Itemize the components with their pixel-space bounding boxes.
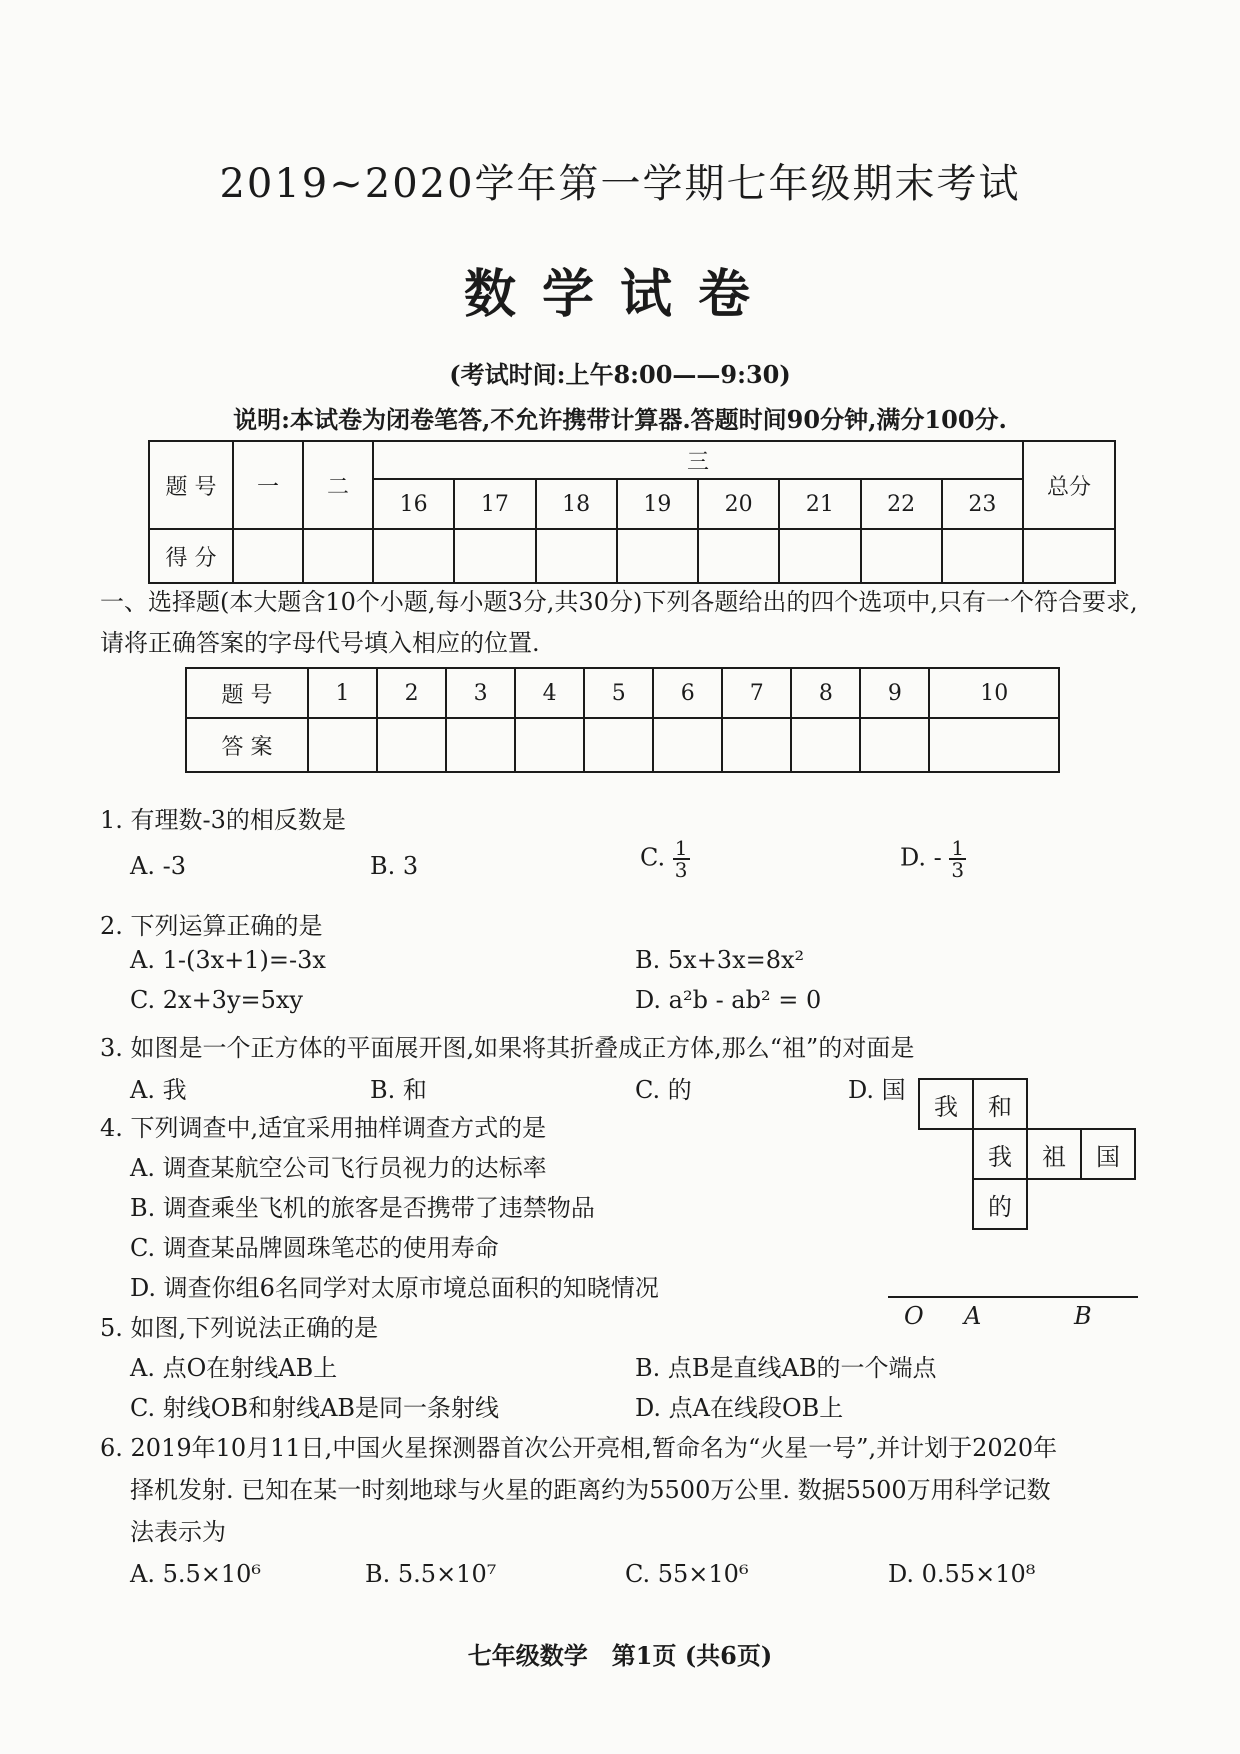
q2-option-a: A. 1-(3x+1)=-3x (130, 946, 326, 974)
q2-option-b: B. 5x+3x=8x² (635, 946, 805, 974)
q6-line1: 6. 2019年10月11日,中国火星探测器首次公开亮相,暂命名为“火星一号”,并计划于2020年 (100, 1434, 1058, 1462)
q2-stem: 2. 下列运算正确的是 (100, 912, 323, 940)
q1-option-d-prefix: D. - (900, 843, 942, 872)
score-cell[interactable] (617, 529, 698, 583)
score-item: 18 (536, 479, 617, 529)
point-b-label: B (1074, 1302, 1092, 1330)
answer-number: 10 (929, 668, 1059, 718)
answer-number: 7 (722, 668, 791, 718)
fraction-denominator: 3 (674, 858, 688, 882)
q1-option-c-fraction (673, 838, 690, 880)
exam-subtitle: 数学试卷 (463, 264, 776, 325)
q5-option-d: D. 点A在线段OB上 (635, 1394, 844, 1422)
q1-option-c (640, 838, 690, 880)
score-item: 20 (698, 479, 779, 529)
q2-option-d: D. a²b - ab² = 0 (635, 986, 822, 1014)
section1-heading: 一、选择题(本大题含10个小题,每小题3分,共30分)下列各题给出的四个选项中,只有一个符合要求,请将正确答案的字母代号填入相应的位置. (100, 588, 1138, 657)
cube-face: 和 (972, 1078, 1028, 1130)
cube-face: 祖 (1026, 1128, 1082, 1180)
score-cell[interactable] (373, 529, 454, 583)
score-item: 16 (373, 479, 454, 529)
q4-option-a: A. 调查某航空公司飞行员视力的达标率 (130, 1154, 547, 1182)
q6-line2: 择机发射. 已知在某一时刻地球与火星的距离约为5500万公里. 数据5500万用科学记数 (130, 1476, 1051, 1504)
cube-face: 我 (972, 1128, 1028, 1180)
page-footer: 七年级数学 第1页 (共6页) (467, 1641, 773, 1670)
score-part-1: 一 (233, 441, 303, 529)
q6-option-c: C. 55×10⁶ (625, 1560, 749, 1588)
score-row-label: 题 号 (149, 441, 233, 529)
answer-cell[interactable] (446, 718, 515, 772)
q1-option-c-prefix: C. (640, 843, 666, 872)
q2-option-c: C. 2x+3y=5xy (130, 986, 303, 1014)
cube-face: 我 (918, 1078, 974, 1130)
point-a-label: A (964, 1302, 982, 1330)
score-part-2: 二 (303, 441, 373, 529)
answer-number: 2 (377, 668, 446, 718)
q4-option-b: B. 调查乘坐飞机的旅客是否携带了违禁物品 (130, 1194, 595, 1222)
q4-stem: 4. 下列调查中,适宜采用抽样调查方式的是 (100, 1114, 547, 1142)
q3-option-d: D. 国 (848, 1076, 906, 1104)
score-total: 总分 (1023, 441, 1115, 529)
q5-option-a: A. 点O在射线AB上 (130, 1354, 338, 1382)
q4-option-d: D. 调查你组6名同学对太原市境总面积的知晓情况 (130, 1274, 659, 1302)
cube-face: 国 (1080, 1128, 1136, 1180)
line-figure (888, 1296, 1138, 1298)
score-table (148, 440, 1116, 584)
answer-cell[interactable] (860, 718, 929, 772)
score-cell[interactable] (454, 529, 535, 583)
score-item: 17 (454, 479, 535, 529)
q6-line3: 法表示为 (130, 1518, 226, 1546)
answer-number: 1 (308, 668, 377, 718)
exam-time: (考试时间:上午8:00——9:30) (449, 360, 791, 389)
fraction-numerator: 1 (674, 836, 688, 860)
q1-option-d (900, 838, 966, 880)
answer-cell[interactable] (722, 718, 791, 772)
fraction-denominator: 3 (951, 858, 965, 882)
q1-stem: 1. 有理数-3的相反数是 (100, 806, 346, 834)
exam-title: 2019~2020学年第一学期七年级期末考试 (219, 161, 1021, 207)
answer-cell[interactable] (377, 718, 446, 772)
answer-cell[interactable] (791, 718, 860, 772)
cube-face: 的 (972, 1178, 1028, 1230)
exam-note: 说明:本试卷为闭卷笔答,不允许携带计算器.答题时间90分钟,满分100分. (233, 405, 1007, 434)
q1-option-a: A. -3 (130, 852, 186, 880)
score-item: 23 (942, 479, 1023, 529)
answer-cell[interactable] (653, 718, 722, 772)
answer-number: 8 (791, 668, 860, 718)
q3-option-a: A. 我 (130, 1076, 187, 1104)
answer-cell[interactable] (584, 718, 653, 772)
point-o-label: O (904, 1302, 924, 1330)
q5-option-b: B. 点B是直线AB的一个端点 (635, 1354, 937, 1382)
score-item: 21 (779, 479, 860, 529)
score-item: 19 (617, 479, 698, 529)
score-cell[interactable] (1023, 529, 1115, 583)
q5-option-c: C. 射线OB和射线AB是同一条射线 (130, 1394, 500, 1422)
answer-number: 9 (860, 668, 929, 718)
answer-cell[interactable] (929, 718, 1059, 772)
q5-stem: 5. 如图,下列说法正确的是 (100, 1314, 379, 1342)
score-cell[interactable] (861, 529, 942, 583)
answer-number: 5 (584, 668, 653, 718)
q6-option-d: D. 0.55×10⁸ (888, 1560, 1036, 1588)
q3-stem: 3. 如图是一个正方体的平面展开图,如果将其折叠成正方体,那么“祖”的对面是 (100, 1034, 915, 1062)
q3-option-c: C. 的 (635, 1076, 692, 1104)
answer-row2-label: 答 案 (186, 718, 308, 772)
score-item: 22 (861, 479, 942, 529)
q1-option-b: B. 3 (370, 852, 419, 880)
score-part-3: 三 (373, 441, 1023, 479)
fraction-numerator: 1 (951, 836, 965, 860)
answer-cell[interactable] (308, 718, 377, 772)
q1-option-d-fraction (949, 838, 966, 880)
score-cell[interactable] (536, 529, 617, 583)
score-row2-label: 得 分 (149, 529, 233, 583)
answer-cell[interactable] (515, 718, 584, 772)
q6-option-a: A. 5.5×10⁶ (130, 1560, 262, 1588)
score-cell[interactable] (233, 529, 303, 583)
q3-option-b: B. 和 (370, 1076, 427, 1104)
score-cell[interactable] (779, 529, 860, 583)
answer-row-label: 题 号 (186, 668, 308, 718)
answer-number: 3 (446, 668, 515, 718)
q4-option-c: C. 调查某品牌圆珠笔芯的使用寿命 (130, 1234, 499, 1262)
score-cell[interactable] (698, 529, 779, 583)
score-cell[interactable] (303, 529, 373, 583)
score-cell[interactable] (942, 529, 1023, 583)
answer-table (185, 667, 1060, 773)
answer-number: 6 (653, 668, 722, 718)
q6-option-b: B. 5.5×10⁷ (365, 1560, 497, 1588)
answer-number: 4 (515, 668, 584, 718)
